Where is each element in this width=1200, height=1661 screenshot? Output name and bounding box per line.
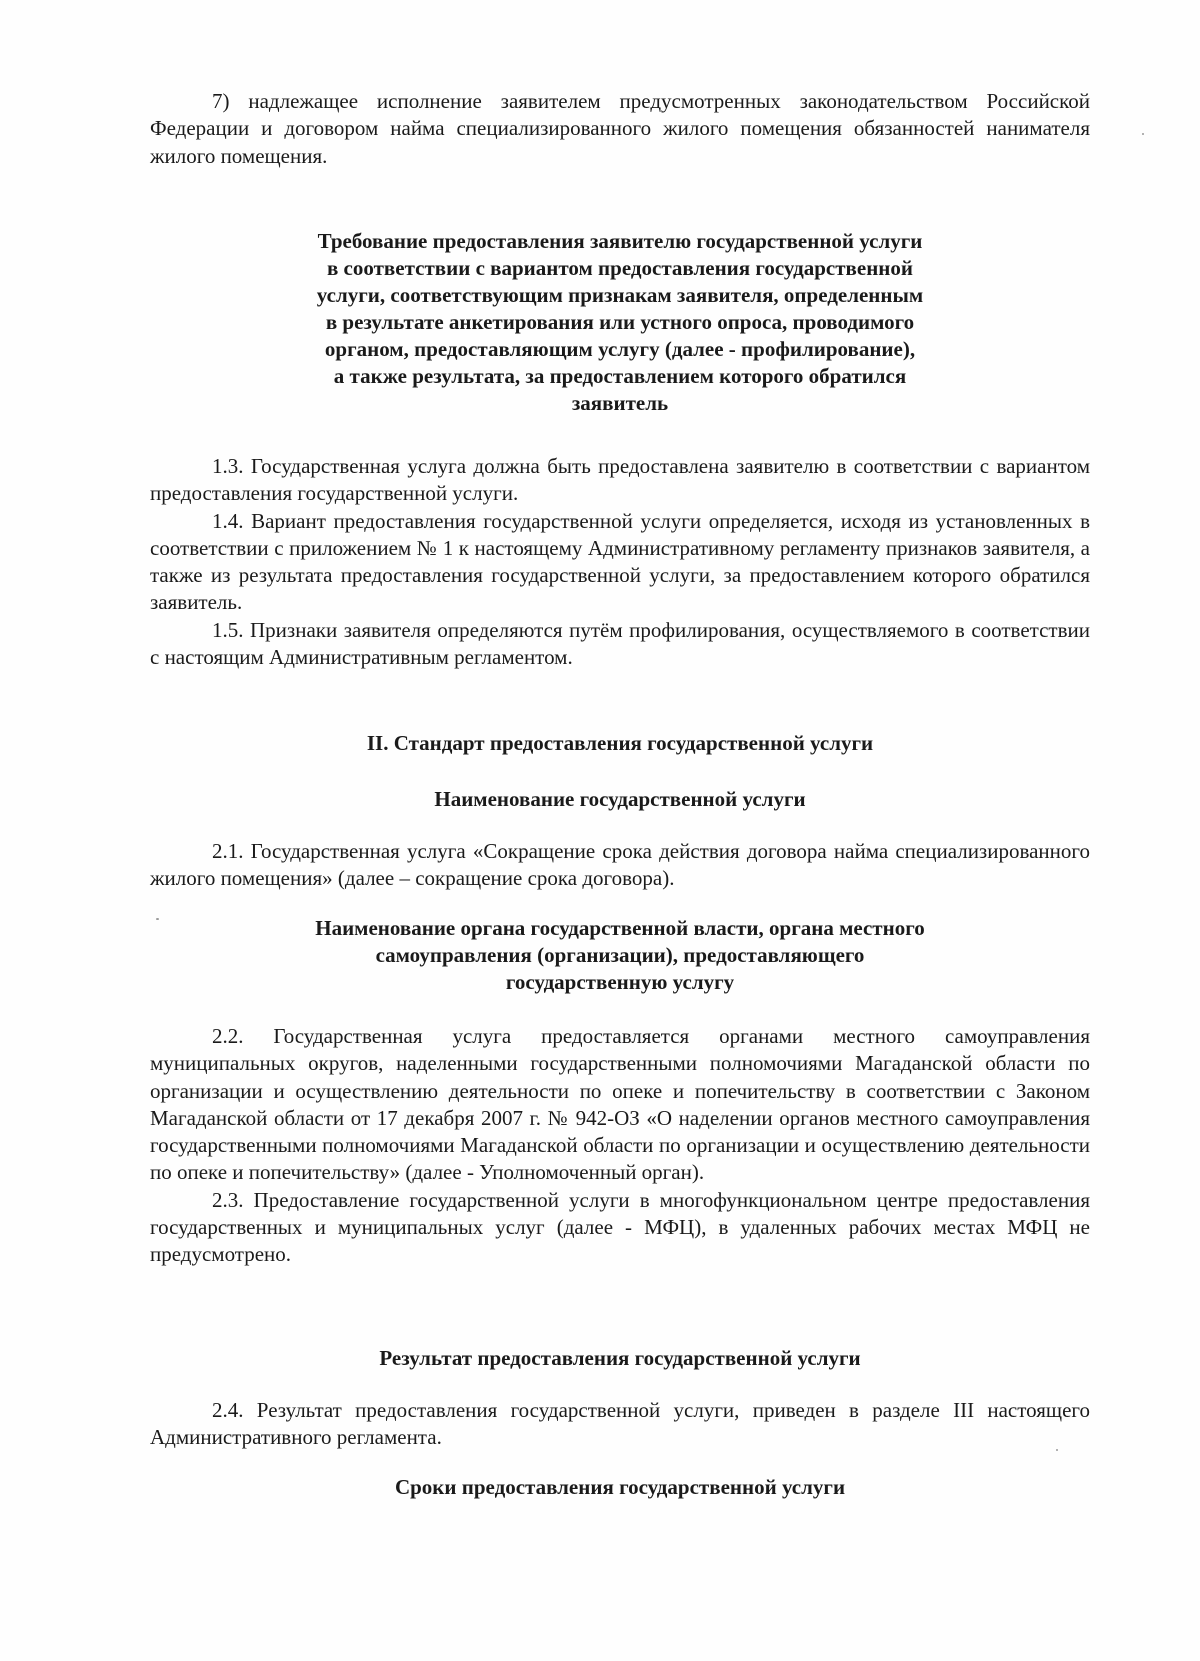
scan-speck [156,918,159,920]
paragraph-2-4-block [150,1397,1090,1452]
paragraphs-2-2-2-3 [150,1023,1090,1269]
paragraphs-1-3-to-1-5 [150,453,1090,671]
scan-speck [1142,133,1144,135]
paragraph-2-4: 2.4. Результат предоставления государственной услуги, приведен в разделе III настоящего Административного регламента. [150,1398,1090,1450]
scan-speck [1056,1449,1058,1451]
paragraph-2-3: 2.3. Предоставление государственной услуги в многофункциональном центре предоставления государственных и муниципальных услуг (далее - МФЦ), в удаленных рабочих местах МФЦ не предусмотрено. [150,1187,1090,1267]
heading-result: Результат предоставления государственной услуги [379,1346,861,1370]
heading-line: органом, предоставляющим услугу (далее - профилирование), [324,337,916,361]
paragraph-2-1: 2.1. Государственная услуга «Сокращение срока действия договора найма специализированного жилого помещения» (далее – сокращение срока договора). [150,839,1090,891]
heading-line: а также результата, за предоставлением которого обратился [333,364,907,388]
heading-line: государственную услугу [505,970,735,994]
heading-organ [150,915,1090,996]
paragraph-1-3: 1.3. Государственная услуга должна быть предоставлена заявителю в соответствии с вариантом предоставления государственной услуги. [150,454,1090,506]
section-2-title: II. Стандарт предоставления государственной услуги [366,731,874,755]
paragraph-2-2: 2.2. Государственная услуга предоставляется органами местного самоуправления муниципальных округов, наделенными государственными полномочиями Магаданской области по организации и осуществлению деятельности по опеке и попечительству в соответствии с Законом Магаданской области от 17 декабря 2007 г. № 942-ОЗ «О наделении органов местного самоуправления государственными полномочиями Магаданской области по организации и осуществлению деятельности по опеке и попечительству» (далее - Уполномоченный орган). [150,1024,1090,1185]
paragraph-text: 7) надлежащее исполнение заявителем предусмотренных законодательством Российской Федерации и договором найма специализированного жилого помещения обязанностей нанимателя жилого помещения. [150,89,1090,168]
heading-line: заявитель [571,391,669,415]
heading-terms: Сроки предоставления государственной услуги [394,1475,846,1499]
heading-line: Наименование органа государственной власти, органа местного [315,916,925,940]
heading-line: услуги, соответствующим признакам заявителя, определенным [316,283,924,307]
heading-line: в соответствии с вариантом предоставления государственной [326,256,914,280]
heading-service-name: Наименование государственной услуги [434,787,806,811]
heading-line: Требование предоставления заявителю государственной услуги [317,229,923,253]
heading-line: в результате анкетирования или устного опроса, проводимого [325,310,915,334]
heading-requirement [150,228,1090,417]
paragraph-2-1-block [150,838,1090,893]
paragraph-1-5: 1.5. Признаки заявителя определяются путём профилирования, осуществляемого в соответствии с настоящим Административным регламентом. [150,617,1090,670]
paragraph-item-7 [150,88,1090,170]
paragraph-1-4: 1.4. Вариант предоставления государственной услуги определяется, исходя из установленных в соответствии с приложением № 1 к настоящему Административному регламенту признаков заявителя, а также из результата предоставления государственной услуги, за предоставлением которого обратился заявитель. [150,508,1090,615]
heading-line: самоуправления (организации), предоставляющего [375,943,865,967]
